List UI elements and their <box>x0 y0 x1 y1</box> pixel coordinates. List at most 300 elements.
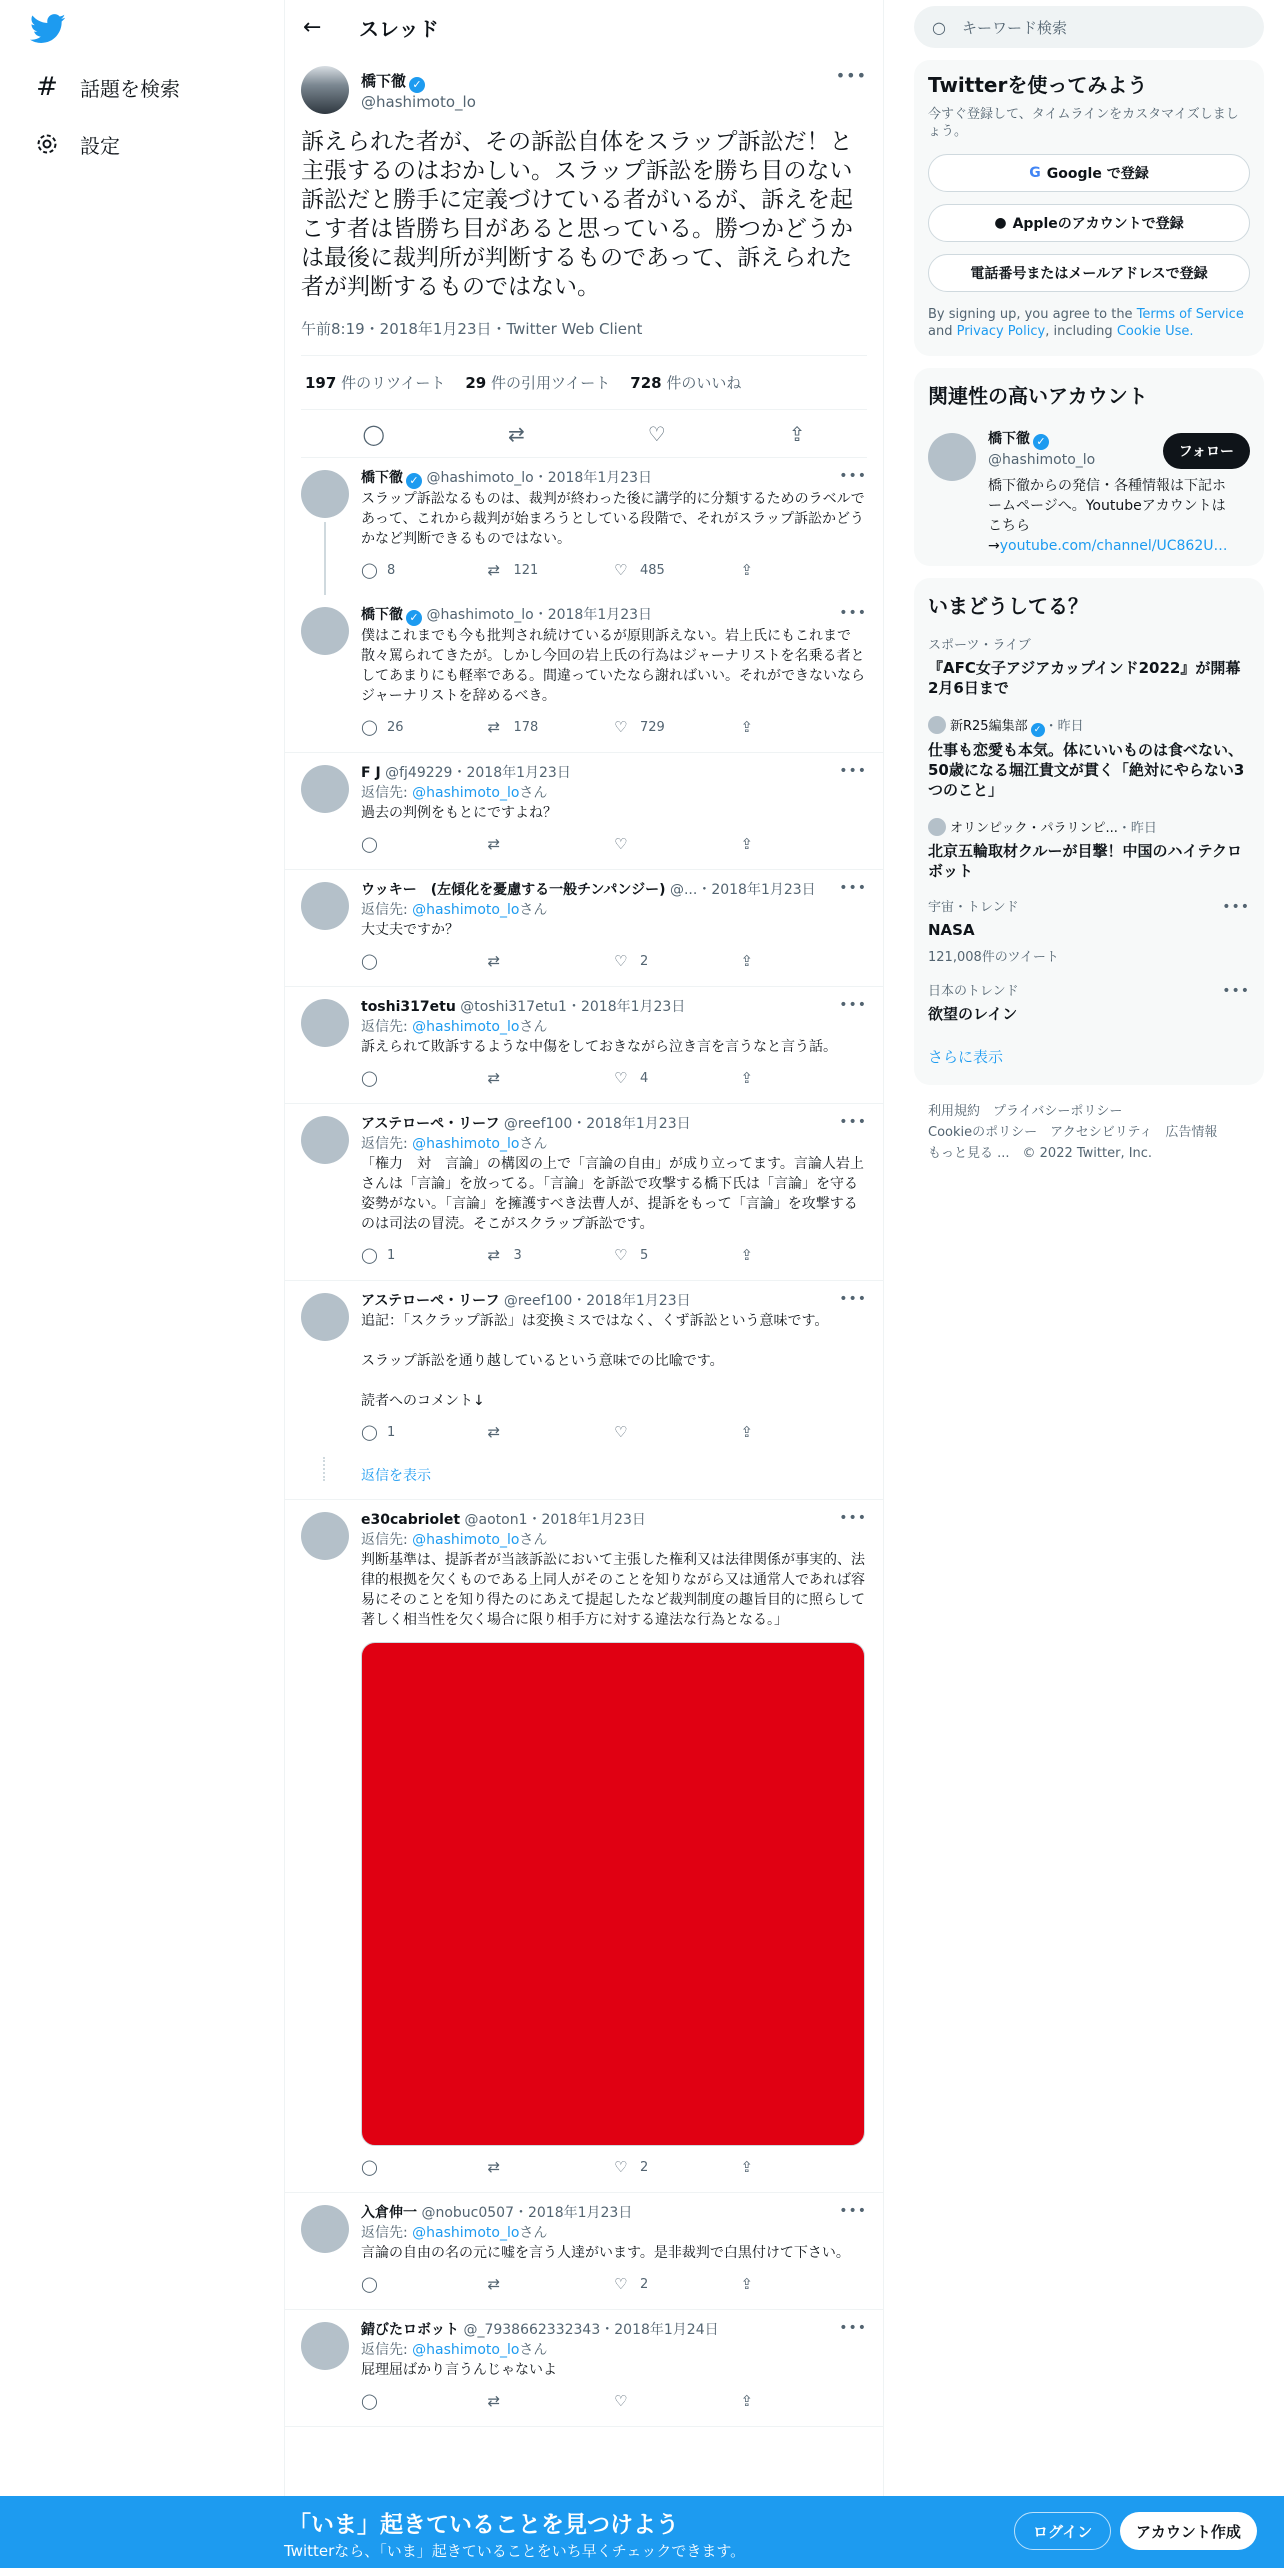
like-button[interactable] <box>614 561 741 579</box>
trend-item[interactable] <box>928 716 1250 800</box>
like-icon: ♡ <box>614 561 628 579</box>
reply-icon: ◯ <box>361 2275 378 2293</box>
like-button[interactable] <box>614 2158 741 2176</box>
reply-author-name[interactable]: 橋下徹 <box>361 470 403 486</box>
retweet-button[interactable] <box>488 952 615 970</box>
retweet-icon: ⇄ <box>487 1246 501 1264</box>
reply-to-suffix: さん <box>519 2342 548 2358</box>
like-button[interactable] <box>614 2392 741 2410</box>
trend-title: 仕事も恋愛も本気。体にいいものは食べない、50歳になる堀江貴文が貫く「絶対にやらない3つのこと」 <box>928 741 1245 799</box>
share-icon: ⇪ <box>740 952 754 970</box>
search-icon: ○ <box>932 17 946 37</box>
bottom-bar-title: 「いま」起きていることを見つけよう <box>288 2512 679 2538</box>
reply-to-suffix: さん <box>519 2225 548 2241</box>
reply-actions <box>361 555 867 585</box>
rt-count: 121 <box>513 562 539 578</box>
avatar[interactable] <box>301 1116 349 1164</box>
reply-text: 大丈夫ですか？ <box>361 922 459 938</box>
share-icon: ⇪ <box>740 2158 754 2176</box>
separator-dot: ・ <box>600 2322 615 2338</box>
more-options-icon[interactable]: ••• <box>1222 899 1250 915</box>
apple-signup-button[interactable]: ● Appleのアカウントで登録 <box>928 204 1250 242</box>
share-button[interactable] <box>741 561 868 579</box>
reply-text: 訴えられて敗訴するような中傷をしておきながら泣き言を言うなと言う話。 <box>361 1039 837 1055</box>
verified-badge-icon: ✓ <box>409 77 425 93</box>
like-count: 2 <box>640 2276 649 2292</box>
separator-dot: ・ <box>513 2205 528 2221</box>
verified-badge-icon: ✓ <box>406 610 422 626</box>
privacy-link[interactable]: Privacy Policy <box>956 324 1046 339</box>
verified-badge-icon: ✓ <box>1033 434 1049 450</box>
trend-category-label: ・昨日 <box>1044 719 1084 734</box>
reply-tweet[interactable] <box>285 2193 883 2310</box>
like-icon: ♡ <box>614 718 628 736</box>
reply-button[interactable] <box>361 952 488 970</box>
avatar[interactable] <box>928 433 976 481</box>
share-icon: ⇪ <box>740 1423 754 1441</box>
right-sidebar <box>914 0 1264 1180</box>
reply-button[interactable] <box>361 2392 488 2410</box>
like-icon: ♡ <box>614 1069 628 1087</box>
avatar[interactable] <box>301 66 349 114</box>
share-icon: ⇪ <box>740 561 754 579</box>
back-arrow-icon[interactable]: ← <box>303 14 322 40</box>
reply-actions <box>361 2386 867 2416</box>
more-options-icon[interactable]: ••• <box>839 1291 867 1307</box>
thread-header <box>285 0 883 54</box>
reply-tweet[interactable] <box>285 870 883 987</box>
reply-tweet[interactable] <box>285 987 883 1104</box>
retweet-stat[interactable]: 197 件のリツイート <box>305 374 446 392</box>
retweet-button[interactable] <box>488 1423 615 1441</box>
like-count: 485 <box>640 562 665 578</box>
trend-category-label: スポーツ・ライブ <box>928 638 1031 653</box>
reply-actions <box>361 829 867 859</box>
reply-to-prefix: 返信先: <box>361 785 408 801</box>
author-name[interactable]: 橋下徹 <box>361 71 407 90</box>
reply-icon: ◯ <box>361 561 378 579</box>
reply-to-mention[interactable]: @hashimoto_lo <box>412 2225 520 2241</box>
like-icon: ♡ <box>614 1423 628 1441</box>
retweet-button[interactable] <box>488 2275 615 2293</box>
retweet-button[interactable] <box>488 718 615 736</box>
reply-button[interactable] <box>361 835 488 853</box>
reply-date[interactable]: 2018年1月23日 <box>547 607 653 623</box>
share-button[interactable] <box>741 952 868 970</box>
trend-source: オリンピック・パラリンピ... <box>950 821 1118 836</box>
footer-links <box>914 1085 1264 1180</box>
reply-date[interactable]: 2018年1月23日 <box>586 1116 691 1132</box>
reply-text: 判断基準は、提訴者が当該訴訟において主張した権利又は法律関係が事実的、法律的根拠を欠くものである上同人がそのことを知りながら又は通常人であれば容易にそのことを知り得たのにあえて提起したなど裁判制度の趣旨目的に照らして著しく相当性を欠く場合に限り相手方に対する違法な行為となる。」 <box>361 1552 865 1628</box>
like-count: 5 <box>640 1247 649 1263</box>
left-nav <box>0 0 284 2568</box>
reply-author-name[interactable]: アステローペ・リーフ <box>361 1116 500 1132</box>
reply-text: 言論の自由の名の元に嘘を言う人達がいます。是非裁判で白黒付けて下さい。 <box>361 2245 850 2261</box>
reply-author-name[interactable]: F J <box>361 765 381 781</box>
reply-header <box>361 605 867 626</box>
bio-link[interactable]: youtube.com/channel/UC862U… <box>999 538 1228 554</box>
reply-header <box>361 763 867 783</box>
like-icon: ♡ <box>614 835 628 853</box>
reply-author-name[interactable]: e30cabriolet <box>361 1512 461 1528</box>
reply-actions <box>361 712 867 742</box>
trend-source: 新R25編集部 <box>950 719 1028 734</box>
reply-button[interactable] <box>361 1069 488 1087</box>
google-signup-button[interactable]: G Google で登録 <box>928 154 1250 192</box>
reply-author-handle[interactable]: @nobuc0507 <box>421 2205 514 2221</box>
avatar[interactable] <box>301 470 349 518</box>
focus-tweet <box>285 54 883 458</box>
reply-author-name[interactable]: アステローペ・リーフ <box>361 1293 500 1309</box>
reply-author-name[interactable]: 橋下徹 <box>361 607 403 623</box>
reply-header <box>361 880 867 900</box>
reply-tweet[interactable] <box>285 1104 883 1281</box>
separator-dot: ・ <box>566 999 581 1015</box>
reply-date[interactable]: 2018年1月23日 <box>527 2205 633 2221</box>
share-icon: ⇪ <box>740 2392 754 2410</box>
avatar[interactable] <box>301 1293 349 1341</box>
reply-text: 僕はこれまでも今も批判され続けているが原則訴えない。岩上氏にもこれまで散々罵られてきたが。しかし今回の岩上氏の行為はジャーナリストを名乗る者としてあまりにも軽率である。間違っていたなら謝ればいい。それができないならジャーナリストを辞めるべき。 <box>361 628 865 704</box>
trend-title: 欲望のレイン <box>928 1005 1018 1023</box>
reply-date[interactable]: 2018年1月23日 <box>547 470 653 486</box>
like-button[interactable] <box>614 1069 741 1087</box>
more-options-icon[interactable]: ••• <box>839 1510 867 1526</box>
more-options-icon[interactable]: ••• <box>839 997 867 1013</box>
retweet-icon: ⇄ <box>487 2158 501 2176</box>
page-title: スレッド <box>359 16 439 41</box>
reply-to-suffix: さん <box>519 1019 548 1035</box>
more-options-icon[interactable]: ••• <box>839 468 867 484</box>
reply-author-handle[interactable]: @reef100 <box>503 1116 573 1132</box>
related-account[interactable] <box>928 429 1250 556</box>
reply-text: 屁理屈ばかり言うんじゃないよ <box>361 2362 557 2378</box>
reply-to-suffix: さん <box>519 902 548 918</box>
retweet-button[interactable] <box>488 2392 615 2410</box>
share-button[interactable] <box>741 718 868 736</box>
signup-title: Twitterを使ってみよう <box>928 73 1148 97</box>
separator-dot: ・ <box>697 882 712 898</box>
reply-button[interactable] <box>361 1246 488 1264</box>
rt-count: 3 <box>513 1247 522 1263</box>
reply-to-suffix: さん <box>519 1136 548 1152</box>
more-options-icon[interactable]: ••• <box>1222 983 1250 999</box>
reply-author-handle[interactable]: @hashimoto_lo <box>426 607 534 623</box>
more-options-icon[interactable]: ••• <box>839 1114 867 1130</box>
reply-header <box>361 2203 867 2223</box>
like-count: 2 <box>640 953 649 969</box>
share-icon: ⇪ <box>740 718 754 736</box>
show-replies-label: 返信を表示 <box>361 1468 431 1484</box>
reply-author-handle[interactable]: @hashimoto_lo <box>426 470 534 486</box>
reply-to-prefix: 返信先: <box>361 902 408 918</box>
trend-item[interactable] <box>928 983 1250 1024</box>
reply-to-mention[interactable]: @hashimoto_lo <box>412 785 520 801</box>
reply-header <box>361 468 867 489</box>
nav-explore-label: 話題を検索 <box>80 76 180 101</box>
reply-date[interactable]: 2018年1月23日 <box>586 1293 691 1309</box>
reply-author-name[interactable]: ウッキー (左傾化を憂慮する一般チンパンジー) <box>361 882 666 898</box>
reply-actions <box>361 1240 867 1270</box>
reply-author-handle[interactable]: @aoton1 <box>464 1512 528 1528</box>
reply-to-mention[interactable]: @hashimoto_lo <box>412 1019 520 1035</box>
retweet-icon: ⇄ <box>487 1423 501 1441</box>
retweet-icon: ⇄ <box>487 2392 501 2410</box>
reply-to-line <box>361 2223 867 2243</box>
reply-button[interactable] <box>361 2275 488 2293</box>
retweet-icon: ⇄ <box>487 2275 501 2293</box>
more-options-icon[interactable]: ••• <box>839 763 867 779</box>
reply-button[interactable] <box>361 561 488 579</box>
share-button[interactable] <box>741 2392 868 2410</box>
signup-button[interactable]: アカウント作成 <box>1120 2512 1257 2550</box>
related-title: 関連性の高いアカウント <box>928 384 1148 408</box>
gear-icon <box>34 131 60 157</box>
more-options-icon[interactable]: ••• <box>835 66 867 85</box>
reply-tweet[interactable] <box>285 753 883 870</box>
twitter-logo-icon[interactable] <box>30 14 66 44</box>
avatar[interactable] <box>301 1512 349 1560</box>
nav-settings[interactable] <box>34 122 120 166</box>
avatar[interactable] <box>301 2205 349 2253</box>
reply-tweet[interactable] <box>285 1281 883 1457</box>
like-icon: ♡ <box>614 2392 628 2410</box>
share-button[interactable] <box>741 1069 868 1087</box>
reply-button[interactable] <box>361 2158 488 2176</box>
reply-to-line <box>361 1530 867 1550</box>
separator-dot: ・ <box>452 765 467 781</box>
reply-icon: ◯ <box>361 1069 378 1087</box>
reply-to-suffix: さん <box>519 785 548 801</box>
rt-count: 178 <box>513 719 539 735</box>
login-button[interactable]: ログイン <box>1014 2512 1111 2550</box>
related-name[interactable]: 橋下徹 <box>988 431 1030 447</box>
trend-item[interactable] <box>928 899 1250 965</box>
trend-title: 『AFC女子アジアカップインド2022』が開幕 2月6日まで <box>928 659 1241 697</box>
more-options-icon[interactable]: ••• <box>839 2320 867 2336</box>
nav-explore[interactable] <box>34 65 180 109</box>
follow-button[interactable]: フォロー <box>1163 433 1250 469</box>
trend-item[interactable] <box>928 637 1250 698</box>
like-button[interactable] <box>614 2275 741 2293</box>
share-icon: ⇪ <box>740 835 754 853</box>
reply-text: 「権力 対 言論」の構図の上で「言論の自由」が成り立ってます。言論人岩上さんは「言論」を放ってる。「言論」を訴訟で攻撃する橋下氏は「言論」を守る姿勢がない。「言論」を擁護すべき法曹人が、提訴をもって「言論」を攻撃するのは司法の冒涜。そこがスクラップ訴訟です。 <box>361 1156 864 1232</box>
signup-card <box>914 60 1264 356</box>
like-icon: ♡ <box>614 952 628 970</box>
share-button[interactable] <box>741 2158 868 2176</box>
reply-author-handle[interactable]: @toshi317etu1 <box>460 999 567 1015</box>
reply-date[interactable]: 2018年1月24日 <box>614 2322 719 2338</box>
share-icon: ⇪ <box>740 1246 754 1264</box>
reply-tweet[interactable] <box>285 458 883 595</box>
reply-author-name[interactable]: 錆びたロボット <box>361 2322 459 2338</box>
trends-card <box>914 578 1264 1085</box>
related-handle: @hashimoto_lo <box>988 452 1096 468</box>
separator-dot: ・ <box>527 1512 542 1528</box>
retweet-icon: ⇄ <box>487 718 501 736</box>
reply-tweet[interactable] <box>285 1500 883 2193</box>
reply-actions <box>361 1063 867 1093</box>
reply-date[interactable]: 2018年1月23日 <box>711 882 816 898</box>
reply-author-handle[interactable]: @fj49229 <box>385 765 453 781</box>
reply-header <box>361 1114 867 1134</box>
reply-to-mention[interactable]: @hashimoto_lo <box>412 902 520 918</box>
reply-to-suffix: さん <box>519 1532 548 1548</box>
trend-category <box>928 818 1250 838</box>
share-icon: ⇪ <box>740 1069 754 1087</box>
share-button[interactable] <box>741 2275 868 2293</box>
reply-author-handle[interactable]: @... <box>669 882 698 898</box>
tweet-meta[interactable]: 午前8:19・2018年1月23日・Twitter Web Client <box>301 318 867 356</box>
retweet-button[interactable] <box>488 561 615 579</box>
retweet-icon: ⇄ <box>487 561 501 579</box>
reply-header <box>361 1291 867 1311</box>
retweet-icon: ⇄ <box>487 835 501 853</box>
footer-line-2[interactable]: Cookieのポリシー アクセシビリティ 広告情報 <box>928 1125 1218 1140</box>
more-options-icon[interactable]: ••• <box>839 880 867 896</box>
retweet-icon: ⇄ <box>487 952 501 970</box>
reply-icon: ◯ <box>361 1423 378 1441</box>
reply-header <box>361 997 867 1017</box>
bottom-signup-bar <box>0 2496 1284 2568</box>
retweet-icon: ⇄ <box>487 1069 501 1087</box>
reply-icon: ◯ <box>361 1246 378 1264</box>
separator-dot: ・ <box>533 607 548 623</box>
more-options-icon[interactable]: ••• <box>839 605 867 621</box>
like-count: 2 <box>640 2159 649 2175</box>
reply-actions <box>361 2152 867 2182</box>
share-icon[interactable]: ⇪ <box>788 421 806 446</box>
footer-line-1[interactable]: 利用規約 プライバシーポリシー <box>928 1104 1123 1119</box>
reply-to-line <box>361 900 867 920</box>
search-placeholder: キーワード検索 <box>961 18 1067 37</box>
reply-author-name[interactable]: toshi317etu <box>361 999 456 1015</box>
trend-item[interactable] <box>928 818 1250 881</box>
retweet-button[interactable] <box>488 1246 615 1264</box>
like-button[interactable] <box>614 718 741 736</box>
trend-count: 121,008件のツイート <box>928 950 1059 965</box>
reply-author-handle[interactable]: @reef100 <box>503 1293 573 1309</box>
like-stat[interactable]: 728 件のいいね <box>630 374 742 392</box>
retweet-button[interactable] <box>488 2158 615 2176</box>
reply-button[interactable] <box>361 718 488 736</box>
terms-link[interactable]: Terms of Service <box>1136 307 1244 322</box>
separator-dot: ・ <box>572 1293 587 1309</box>
reply-to-line <box>361 2340 867 2360</box>
phone-signup-button[interactable]: 電話番号またはメールアドレスで登録 <box>928 254 1250 292</box>
search-input[interactable] <box>914 6 1264 48</box>
reply-to-mention[interactable]: @hashimoto_lo <box>412 1532 520 1548</box>
share-icon: ⇪ <box>740 2275 754 2293</box>
media-image[interactable] <box>361 1642 865 2146</box>
retweet-icon[interactable]: ⇄ <box>507 421 525 446</box>
google-icon: G <box>1029 165 1041 181</box>
reply-tweet[interactable] <box>285 2310 883 2427</box>
main-column <box>284 0 884 2568</box>
reply-to-mention[interactable]: @hashimoto_lo <box>412 1136 520 1152</box>
retweet-button[interactable] <box>488 835 615 853</box>
reply-icon: ◯ <box>361 952 378 970</box>
reply-button[interactable] <box>361 1423 488 1441</box>
trend-category <box>928 899 1250 917</box>
avatar[interactable] <box>301 607 349 655</box>
reply-to-prefix: 返信先: <box>361 1532 408 1548</box>
reply-to-prefix: 返信先: <box>361 1136 408 1152</box>
like-button[interactable] <box>614 1246 741 1264</box>
reply-tweet[interactable] <box>285 595 883 753</box>
like-icon[interactable]: ♡ <box>647 421 666 446</box>
reply-to-prefix: 返信先: <box>361 2342 408 2358</box>
bottom-bar-subtitle: Twitterなら、「いま」起きていることをいち早くチェックできます。 <box>284 2542 746 2560</box>
trends-title: いまどうしてる？ <box>928 594 1088 618</box>
retweet-button[interactable] <box>488 1069 615 1087</box>
show-more-link[interactable]: さらに表示 <box>928 1048 1004 1066</box>
author-handle[interactable]: @hashimoto_lo <box>361 92 476 111</box>
like-button[interactable] <box>614 952 741 970</box>
trend-category <box>928 716 1250 737</box>
cookie-link[interactable]: Cookie Use. <box>1116 324 1194 339</box>
reply-count: 8 <box>387 562 396 578</box>
footer-line-3[interactable]: もっと見る ... © 2022 Twitter, Inc. <box>928 1146 1153 1161</box>
avatar[interactable] <box>301 2322 349 2370</box>
reply-author-handle[interactable]: @_7938662332343 <box>463 2322 601 2338</box>
related-accounts-card <box>914 368 1264 566</box>
like-button[interactable] <box>614 1423 741 1441</box>
show-replies-link[interactable] <box>285 1457 883 1500</box>
tweet-stats <box>301 356 867 410</box>
trend-category-label: 宇宙・トレンド <box>928 900 1019 915</box>
reply-to-prefix: 返信先: <box>361 2225 408 2241</box>
tweet-actions <box>301 410 867 458</box>
verified-badge-icon: ✓ <box>1031 723 1045 737</box>
apple-icon: ● <box>994 215 1007 231</box>
reply-icon[interactable]: ◯ <box>362 421 385 446</box>
reply-icon: ◯ <box>361 835 378 853</box>
reply-date[interactable]: 2018年1月23日 <box>580 999 686 1015</box>
reply-icon: ◯ <box>361 2392 378 2410</box>
reply-count: 1 <box>387 1247 396 1263</box>
reply-date[interactable]: 2018年1月23日 <box>466 765 571 781</box>
reply-date[interactable]: 2018年1月23日 <box>541 1512 646 1528</box>
like-count: 4 <box>640 1070 649 1086</box>
reply-text: 追記：「スクラップ訴訟」は変換ミスではなく、くず訴訟という意味です。 スラップ訴訟を通り越しているという意味での比喩です。 読者へのコメント↓ <box>361 1313 829 1409</box>
like-button[interactable] <box>614 835 741 853</box>
reply-count: 1 <box>387 1424 396 1440</box>
trend-title: 北京五輪取材クルーが目撃！中国のハイテクロボット <box>928 842 1242 880</box>
thread-dots <box>323 1457 325 1481</box>
reply-to-line <box>361 1134 867 1154</box>
share-button[interactable] <box>741 1423 868 1441</box>
avatar[interactable] <box>301 765 349 813</box>
avatar[interactable] <box>301 999 349 1047</box>
reply-count: 26 <box>387 719 404 735</box>
signup-subtitle: 今すぐ登録して、タイムラインをカスタマイズしましょう。 <box>928 107 1239 139</box>
avatar[interactable] <box>301 882 349 930</box>
source-avatar <box>928 818 946 836</box>
reply-to-mention[interactable]: @hashimoto_lo <box>412 2342 520 2358</box>
like-icon: ♡ <box>614 2275 628 2293</box>
trend-category-label: ・昨日 <box>1117 821 1157 836</box>
verified-badge-icon: ✓ <box>406 473 422 489</box>
trend-category <box>928 637 1250 655</box>
related-bio: 橋下徹からの発信・各種情報は下記ホームページへ。Youtubeアカウントはこちら →youtube.com/channel/UC862U… <box>988 478 1228 554</box>
more-options-icon[interactable]: ••• <box>839 2203 867 2219</box>
reply-icon: ◯ <box>361 2158 378 2176</box>
reply-author-name[interactable]: 入倉伸一 <box>361 2205 417 2221</box>
reply-to-line <box>361 1017 867 1037</box>
quote-stat[interactable]: 29 件の引用ツイート <box>465 374 611 392</box>
share-button[interactable] <box>741 835 868 853</box>
share-button[interactable] <box>741 1246 868 1264</box>
